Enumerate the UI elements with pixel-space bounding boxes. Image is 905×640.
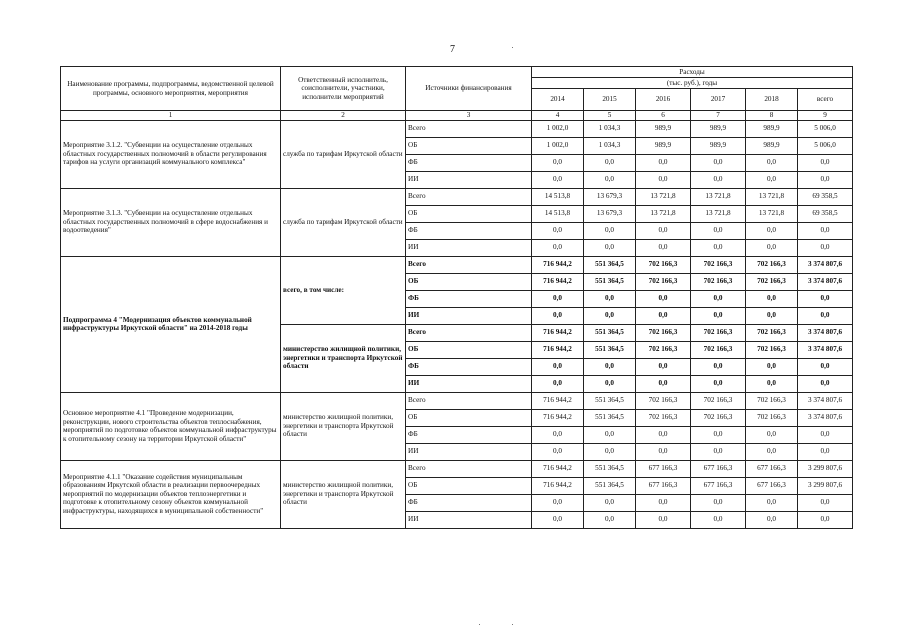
value-cell: 702 166,3 [691, 392, 746, 409]
value-cell: 3 374 807,6 [798, 341, 853, 358]
value-cell: 69 358,5 [798, 188, 853, 205]
year-total-cell: всего [798, 89, 853, 111]
value-cell: 0,0 [798, 511, 853, 528]
value-cell: 0,0 [691, 358, 746, 375]
source-cell: ОБ [406, 273, 532, 290]
value-cell: 0,0 [532, 154, 584, 171]
value-cell: 551 364,5 [584, 409, 636, 426]
value-cell: 551 364,5 [584, 341, 636, 358]
source-cell: Всего [406, 120, 532, 137]
value-cell: 0,0 [691, 511, 746, 528]
value-cell: 69 358,5 [798, 205, 853, 222]
value-cell: 0,0 [746, 307, 798, 324]
value-cell: 0,0 [746, 494, 798, 511]
value-cell: 702 166,3 [691, 324, 746, 341]
value-cell: 0,0 [636, 375, 691, 392]
value-cell: 0,0 [746, 358, 798, 375]
value-cell: 0,0 [691, 239, 746, 256]
source-cell: ИИ [406, 443, 532, 460]
value-cell: 0,0 [691, 375, 746, 392]
value-cell: 0,0 [746, 222, 798, 239]
value-cell: 0,0 [636, 171, 691, 188]
value-cell: 702 166,3 [691, 341, 746, 358]
value-cell: 0,0 [636, 222, 691, 239]
source-cell: ФБ [406, 222, 532, 239]
value-cell: 0,0 [532, 511, 584, 528]
responsible-cell: министерство жилищной политики, энергетики и транспорта Иркутской области [281, 324, 406, 392]
value-cell: 0,0 [584, 222, 636, 239]
value-cell: 702 166,3 [636, 392, 691, 409]
value-cell: 0,0 [798, 494, 853, 511]
value-cell: 989,9 [691, 120, 746, 137]
value-cell: 702 166,3 [691, 409, 746, 426]
value-cell: 0,0 [691, 443, 746, 460]
table-row [61, 460, 853, 477]
value-cell: 13 721,8 [691, 205, 746, 222]
value-cell: 0,0 [691, 154, 746, 171]
value-cell: 5 006,0 [798, 137, 853, 154]
source-cell: ИИ [406, 171, 532, 188]
header-units-cell: (тыс. руб.), годы [532, 78, 853, 89]
value-cell: 0,0 [691, 171, 746, 188]
value-cell: 13 679,3 [584, 188, 636, 205]
value-cell: 0,0 [636, 426, 691, 443]
value-cell: 5 006,0 [798, 120, 853, 137]
table-row [61, 256, 853, 273]
value-cell: 0,0 [584, 307, 636, 324]
value-cell: 13 721,8 [746, 188, 798, 205]
responsible-cell: министерство жилищной политики, энергетики и транспорта Иркутской области [281, 460, 406, 528]
value-cell: 677 166,3 [691, 460, 746, 477]
column-index-cell: 8 [746, 111, 798, 121]
value-cell: 702 166,3 [746, 324, 798, 341]
value-cell: 0,0 [584, 511, 636, 528]
value-cell: 1 002,0 [532, 120, 584, 137]
value-cell: 716 944,2 [532, 256, 584, 273]
value-cell: 702 166,3 [636, 409, 691, 426]
column-index-cell: 3 [406, 111, 532, 121]
value-cell: 702 166,3 [636, 341, 691, 358]
value-cell: 716 944,2 [532, 409, 584, 426]
column-index-cell: 9 [798, 111, 853, 121]
value-cell: 702 166,3 [691, 256, 746, 273]
year-2017-cell: 2017 [691, 89, 746, 111]
year-2018-cell: 2018 [746, 89, 798, 111]
program-name-cell: Основное мероприятие 4.1 "Проведение модернизации, реконструкции, нового строительства объектов теплоснабжения, мероприятий по подготовке объектов коммунальной инфраструктуры к отопительному сезону на территории Иркутской области" [61, 392, 281, 460]
value-cell: 1 002,0 [532, 137, 584, 154]
source-cell: Всего [406, 256, 532, 273]
value-cell: 0,0 [584, 375, 636, 392]
value-cell: 0,0 [584, 290, 636, 307]
source-cell: ФБ [406, 290, 532, 307]
value-cell: 0,0 [746, 171, 798, 188]
value-cell: 0,0 [584, 171, 636, 188]
page-number: 7 [450, 44, 455, 55]
value-cell: 716 944,2 [532, 341, 584, 358]
header-resp-cell: Ответственный исполнитель, соисполнители, участники, исполнители мероприятий [281, 67, 406, 111]
value-cell: 0,0 [798, 154, 853, 171]
value-cell: 702 166,3 [636, 256, 691, 273]
program-name-cell: Подпрограмма 4 "Модернизация объектов коммунальной инфраструктуры Иркутской области" на 2014-2018 годы [61, 256, 281, 392]
value-cell: 989,9 [636, 120, 691, 137]
value-cell: 0,0 [798, 426, 853, 443]
source-cell: ИИ [406, 511, 532, 528]
value-cell: 0,0 [636, 239, 691, 256]
value-cell: 13 721,8 [691, 188, 746, 205]
value-cell: 551 364,5 [584, 477, 636, 494]
header-source-cell: Источники финансирования [406, 67, 532, 111]
value-cell: 0,0 [746, 375, 798, 392]
source-cell: ОБ [406, 137, 532, 154]
value-cell: 13 679,3 [584, 205, 636, 222]
value-cell: 0,0 [584, 154, 636, 171]
value-cell: 551 364,5 [584, 273, 636, 290]
value-cell: 0,0 [746, 511, 798, 528]
source-cell: Всего [406, 392, 532, 409]
value-cell: 1 034,3 [584, 120, 636, 137]
value-cell: 13 721,8 [636, 188, 691, 205]
value-cell: 551 364,5 [584, 460, 636, 477]
source-cell: Всего [406, 324, 532, 341]
value-cell: 3 374 807,6 [798, 392, 853, 409]
value-cell: 1 034,3 [584, 137, 636, 154]
value-cell: 0,0 [746, 426, 798, 443]
value-cell: 716 944,2 [532, 392, 584, 409]
value-cell: 0,0 [691, 426, 746, 443]
value-cell: 13 721,8 [636, 205, 691, 222]
source-cell: ОБ [406, 341, 532, 358]
source-cell: Всего [406, 460, 532, 477]
value-cell: 702 166,3 [636, 324, 691, 341]
value-cell: 14 513,8 [532, 205, 584, 222]
value-cell: 989,9 [691, 137, 746, 154]
responsible-cell: всего, в том числе: [281, 256, 406, 324]
value-cell: 0,0 [798, 171, 853, 188]
column-index-cell: 4 [532, 111, 584, 121]
table-body [61, 120, 853, 528]
year-2015-cell: 2015 [584, 89, 636, 111]
value-cell: 989,9 [746, 120, 798, 137]
program-name-cell: Мероприятие 3.1.2. "Субвенции на осуществление отдельных областных государственных полномочий в области регулирования тарифов на услуги организаций коммунального комплекса" [61, 120, 281, 188]
value-cell: 13 721,8 [746, 205, 798, 222]
value-cell: 0,0 [636, 494, 691, 511]
value-cell: 0,0 [798, 239, 853, 256]
year-2016-cell: 2016 [636, 89, 691, 111]
value-cell: 0,0 [532, 426, 584, 443]
value-cell: 0,0 [532, 443, 584, 460]
value-cell: 0,0 [532, 375, 584, 392]
value-cell: 0,0 [584, 239, 636, 256]
value-cell: 702 166,3 [746, 341, 798, 358]
value-cell: 0,0 [636, 290, 691, 307]
responsible-cell: министерство жилищной политики, энергетики и транспорта Иркутской области [281, 392, 406, 460]
value-cell: 716 944,2 [532, 324, 584, 341]
source-cell: Всего [406, 188, 532, 205]
value-cell: 989,9 [746, 137, 798, 154]
value-cell: 989,9 [636, 137, 691, 154]
header-expenses-cell: Расходы [532, 67, 853, 78]
column-index-cell: 1 [61, 111, 281, 121]
value-cell: 0,0 [636, 443, 691, 460]
source-cell: ИИ [406, 375, 532, 392]
column-index-cell: 2 [281, 111, 406, 121]
value-cell: 0,0 [584, 358, 636, 375]
value-cell: 702 166,3 [636, 273, 691, 290]
value-cell: 677 166,3 [636, 460, 691, 477]
value-cell: 3 374 807,6 [798, 256, 853, 273]
column-index-row [61, 111, 853, 121]
column-index-cell: 5 [584, 111, 636, 121]
value-cell: 0,0 [746, 154, 798, 171]
value-cell: 0,0 [532, 290, 584, 307]
value-cell: 0,0 [691, 290, 746, 307]
value-cell: 551 364,5 [584, 256, 636, 273]
value-cell: 702 166,3 [691, 273, 746, 290]
expenses-table [60, 66, 853, 529]
value-cell: 0,0 [636, 154, 691, 171]
value-cell: 677 166,3 [746, 460, 798, 477]
value-cell: 716 944,2 [532, 477, 584, 494]
header-name-cell: Наименование программы, подпрограммы, ведомственной целевой программы, основного мероприятия, мероприятия [61, 67, 281, 111]
source-cell: ОБ [406, 409, 532, 426]
value-cell: 0,0 [584, 443, 636, 460]
value-cell: 702 166,3 [746, 409, 798, 426]
value-cell: 0,0 [532, 358, 584, 375]
value-cell: 551 364,5 [584, 392, 636, 409]
value-cell: 3 374 807,6 [798, 409, 853, 426]
value-cell: 0,0 [798, 222, 853, 239]
value-cell: 0,0 [746, 239, 798, 256]
value-cell: 0,0 [798, 358, 853, 375]
value-cell: 0,0 [636, 511, 691, 528]
value-cell: 716 944,2 [532, 273, 584, 290]
value-cell: 677 166,3 [636, 477, 691, 494]
value-cell: 0,0 [798, 443, 853, 460]
value-cell: 14 513,8 [532, 188, 584, 205]
value-cell: 716 944,2 [532, 460, 584, 477]
value-cell: 702 166,3 [746, 256, 798, 273]
value-cell: 0,0 [532, 239, 584, 256]
value-cell: 702 166,3 [746, 273, 798, 290]
source-cell: ФБ [406, 358, 532, 375]
source-cell: ОБ [406, 477, 532, 494]
source-cell: ИИ [406, 307, 532, 324]
column-index-cell: 6 [636, 111, 691, 121]
value-cell: 0,0 [584, 426, 636, 443]
source-cell: ФБ [406, 426, 532, 443]
value-cell: 0,0 [532, 307, 584, 324]
value-cell: 0,0 [798, 307, 853, 324]
source-cell: ИИ [406, 239, 532, 256]
source-cell: ФБ [406, 154, 532, 171]
value-cell: 677 166,3 [746, 477, 798, 494]
value-cell: 0,0 [532, 222, 584, 239]
source-cell: ФБ [406, 494, 532, 511]
value-cell: 0,0 [691, 307, 746, 324]
value-cell: 0,0 [636, 358, 691, 375]
responsible-cell: служба по тарифам Иркутской области [281, 188, 406, 256]
value-cell: 0,0 [532, 171, 584, 188]
value-cell: 0,0 [746, 443, 798, 460]
responsible-cell: служба по тарифам Иркутской области [281, 120, 406, 188]
value-cell: 677 166,3 [691, 477, 746, 494]
value-cell: 3 374 807,6 [798, 324, 853, 341]
value-cell: 702 166,3 [746, 392, 798, 409]
value-cell: 3 374 807,6 [798, 273, 853, 290]
value-cell: 551 364,5 [584, 324, 636, 341]
table-row [61, 120, 853, 137]
value-cell: 0,0 [798, 290, 853, 307]
value-cell: 0,0 [746, 290, 798, 307]
year-2014-cell: 2014 [532, 89, 584, 111]
value-cell: 3 299 807,6 [798, 460, 853, 477]
scan-speck [512, 624, 513, 625]
table-row [61, 392, 853, 409]
table-row [61, 188, 853, 205]
value-cell: 0,0 [691, 494, 746, 511]
scan-speck [512, 47, 513, 48]
source-cell: ОБ [406, 205, 532, 222]
column-index-cell: 7 [691, 111, 746, 121]
value-cell: 0,0 [798, 375, 853, 392]
value-cell: 0,0 [691, 222, 746, 239]
value-cell: 0,0 [584, 494, 636, 511]
program-name-cell: Мероприятие 3.1.3. "Субвенции на осуществление отдельных областных государственных полномочий в сфере водоснабжения и водоотведения" [61, 188, 281, 256]
scan-speck [479, 624, 480, 625]
value-cell: 0,0 [636, 307, 691, 324]
program-name-cell: Мероприятие 4.1.1 "Оказание содействия муниципальным образованиям Иркутской области в реализации первоочередных мероприятий по модернизации объектов теплоэнергетики и подготовке к отопительному сезону объектов коммунальной инфраструктуры, находящихся в муниципальной собственности" [61, 460, 281, 528]
value-cell: 3 299 807,6 [798, 477, 853, 494]
value-cell: 0,0 [532, 494, 584, 511]
